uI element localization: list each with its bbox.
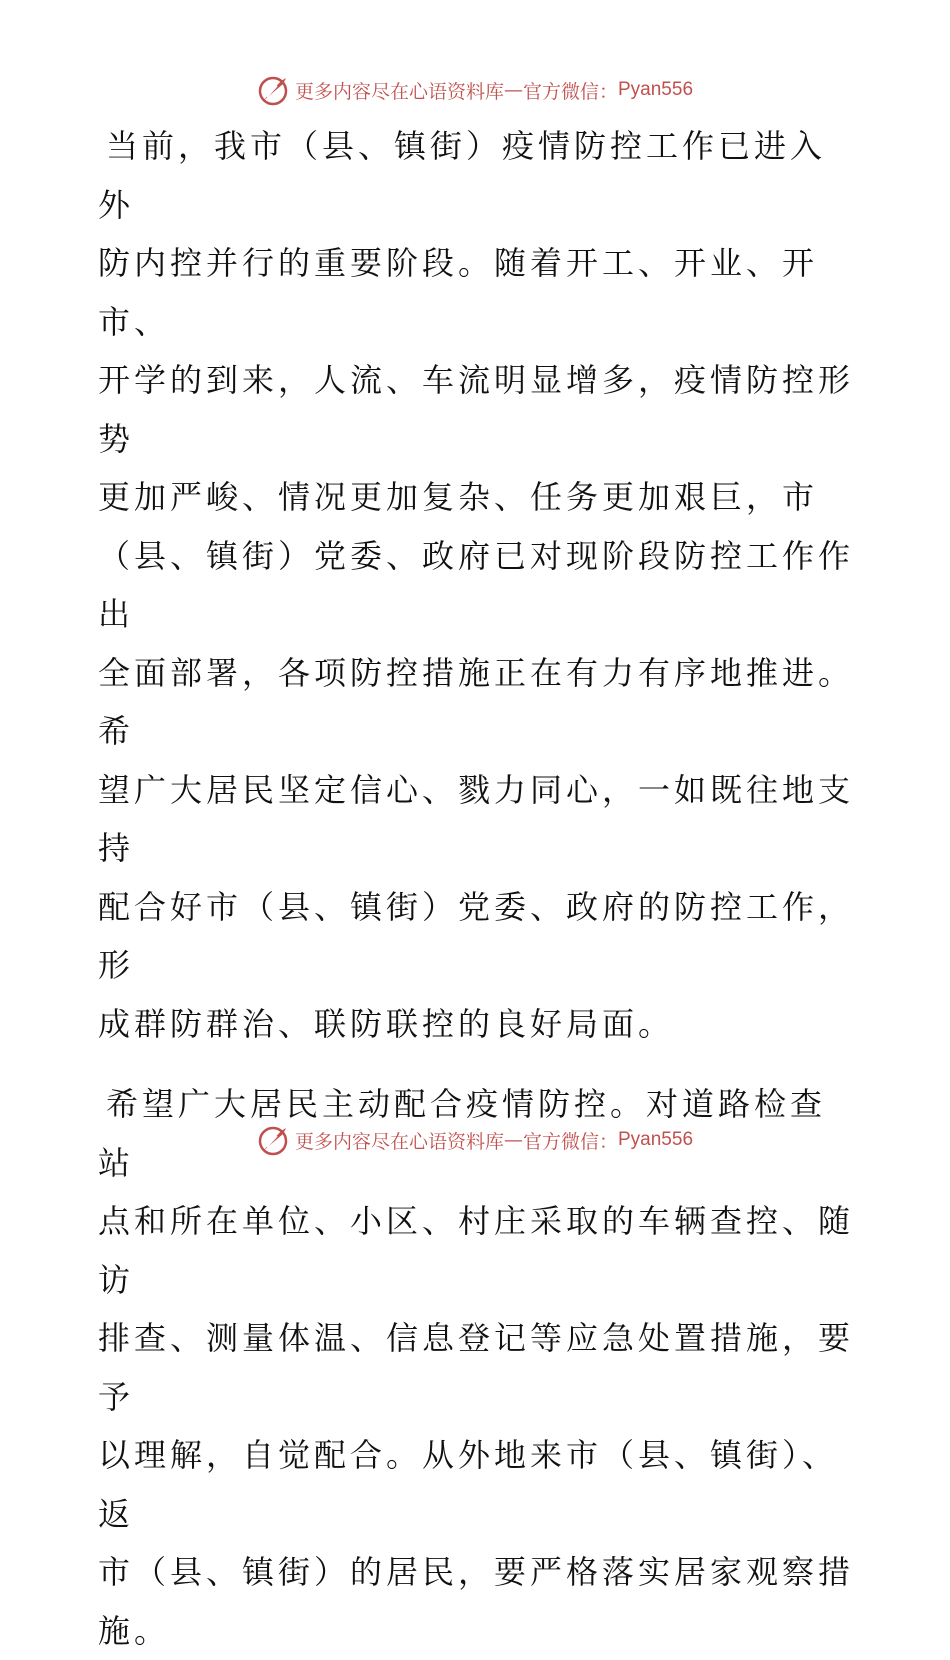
watermark-label: 官方微信： xyxy=(522,1130,618,1153)
quill-pen-logo-icon xyxy=(257,1123,291,1157)
paragraph-2: 希望广大居民主动配合疫情防控。对道路检查站 点和所在单位、小区、村庄采取的车辆查控、随访 排查、测量体温、信息登记等应急处置措施，要予 以理解，自觉配合。从外地来市（县、镇街）、返 市（县、镇街）的居民，要严格落实居家观察措 施。 xyxy=(98,1085,855,1650)
header-watermark xyxy=(0,70,950,110)
watermark-text: 更多内容尽在心语资料库 xyxy=(294,1130,504,1153)
watermark-dash: — xyxy=(503,1129,523,1151)
watermark-text: 更多内容尽在心语资料库 xyxy=(294,80,504,103)
watermark-dash: — xyxy=(503,79,523,101)
quill-pen-logo-icon xyxy=(257,73,291,107)
paragraph-1: 当前，我市（县、镇街）疫情防控工作已进入外 防内控并行的重要阶段。随着开工、开业、开市、 开学的到来，人流、车流明显增多，疫情防控形势 更加严峻、情况更加复杂、任务更加艰巨，市 （县、镇街）党委、政府已对现阶段防控工作作出 全面部署，各项防控措施正在有力有序地推进。希 望广大居民坚定信心、戮力同心，一如既往地支持 配合好市（县、镇街）党委、政府的防控工作，形 成群防群治、联防联控的良好局面。 xyxy=(98,127,855,1043)
watermark-wechat-id: Pyan556 xyxy=(618,79,694,100)
watermark-label: 官方微信： xyxy=(522,80,618,103)
document-body xyxy=(98,117,858,1660)
watermark-wechat-id: Pyan556 xyxy=(618,1129,694,1150)
footer-watermark xyxy=(0,1120,950,1160)
